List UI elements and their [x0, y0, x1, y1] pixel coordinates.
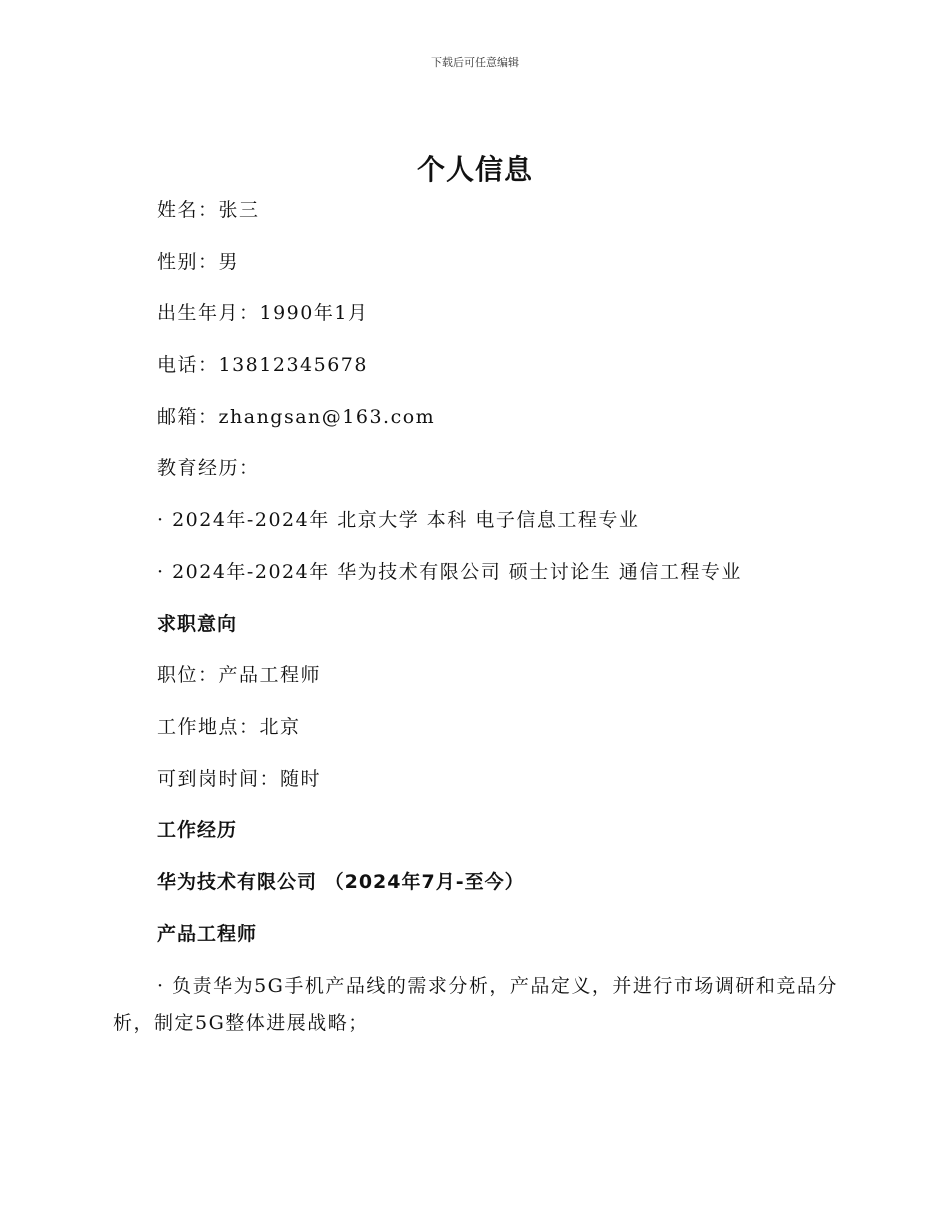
availability-line: 可到岗时间：随时 — [157, 768, 322, 790]
page-title: 个人信息 — [416, 153, 533, 186]
phone-line: 电话：13812345678 — [157, 354, 368, 376]
header-note: 下载后可任意编辑 — [431, 56, 519, 69]
company-line: 华为技术有限公司 （2024年7月-至今） — [157, 871, 525, 893]
role-line: 产品工程师 — [157, 923, 258, 945]
job-intent-heading: 求职意向 — [157, 613, 238, 635]
email-line: 邮箱：zhangsan@163.com — [157, 406, 436, 428]
education-item: · 2024年-2024年 北京大学 本科 电子信息工程专业 — [157, 509, 640, 531]
education-heading: 教育经历： — [157, 457, 260, 479]
name-line: 姓名：张三 — [157, 199, 260, 221]
work-description: · 负责华为5G手机产品线的需求分析，产品定义，并进行市场调研和竞品分析，制定5G整体进展战略； — [113, 975, 838, 1034]
location-line: 工作地点：北京 — [157, 716, 301, 738]
education-item: · 2024年-2024年 华为技术有限公司 硕士讨论生 通信工程专业 — [157, 561, 742, 583]
work-heading: 工作经历 — [157, 819, 238, 841]
position-line: 职位：产品工程师 — [157, 664, 322, 686]
birth-line: 出生年月：1990年1月 — [157, 302, 369, 324]
gender-line: 性别：男 — [157, 251, 240, 273]
